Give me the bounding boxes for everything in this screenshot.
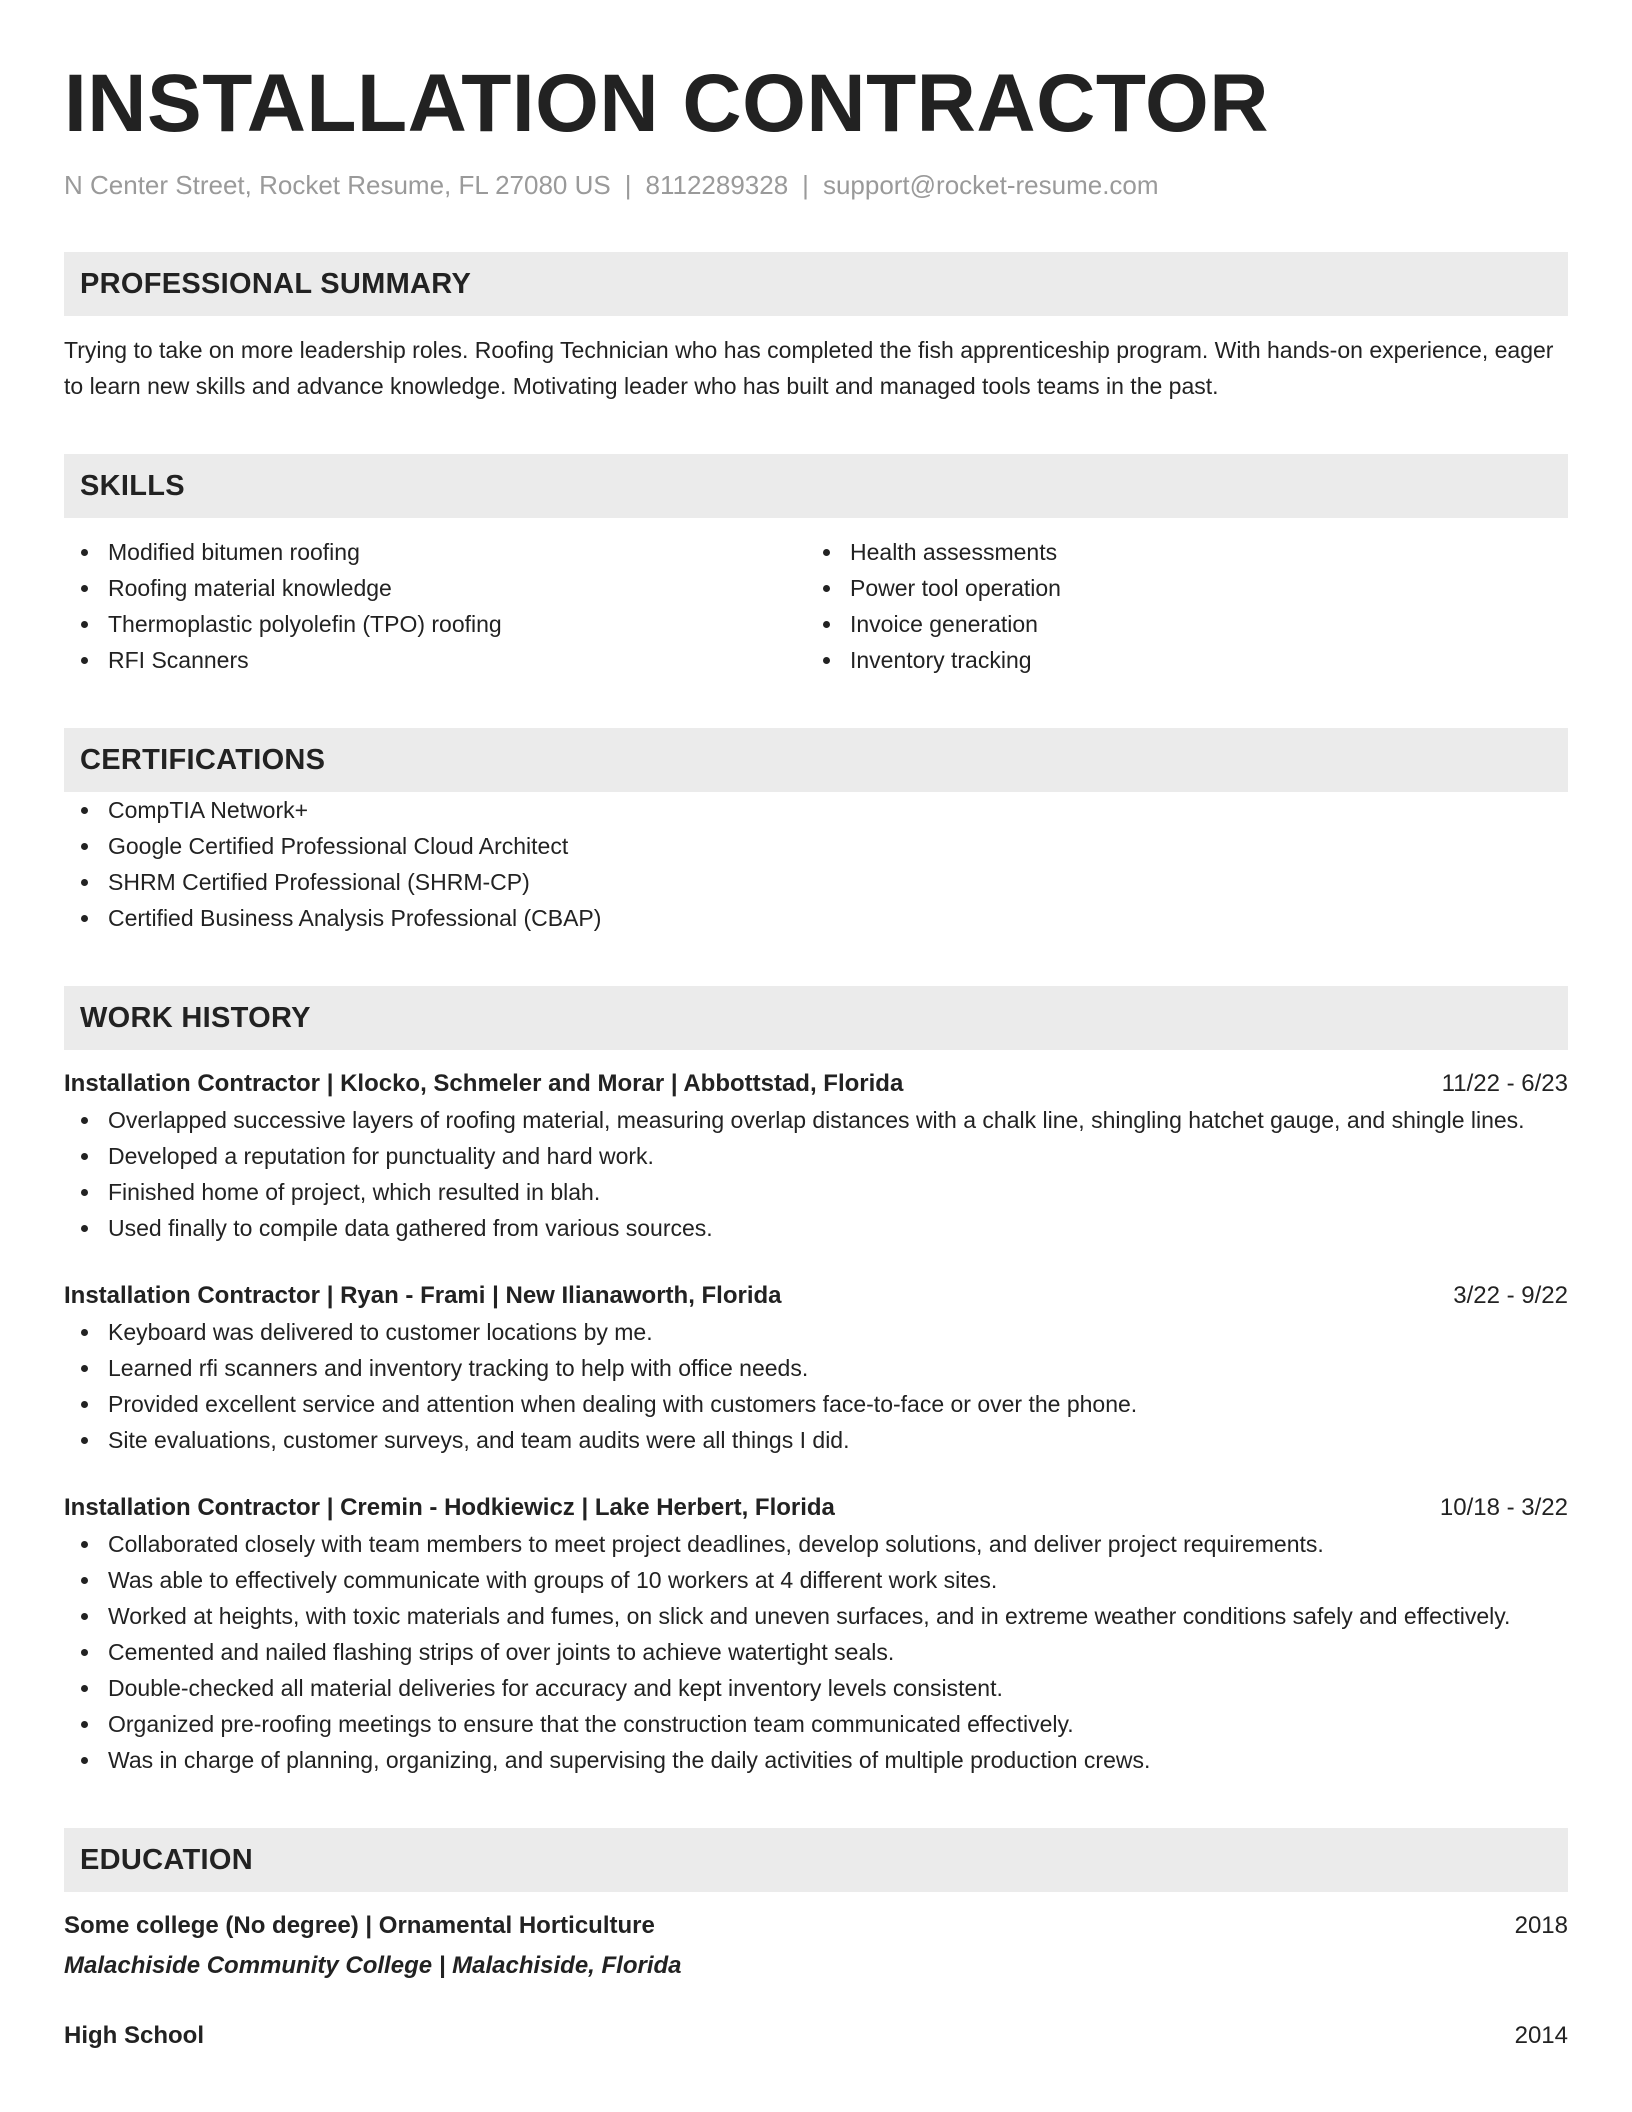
- job-header: [64, 1490, 1568, 1526]
- skill-item: Inventory tracking: [806, 642, 1548, 678]
- job-bullet: Collaborated closely with team members to meet project deadlines, develop solutions, and deliver project requirements.: [64, 1526, 1568, 1562]
- certifications-heading: CERTIFICATIONS: [64, 728, 1568, 792]
- summary-text: Trying to take on more leadership roles. Roofing Technician who has completed the fish apprenticeship program. With hands-on experience, eager to learn new skills and advance knowledge. Motivating leader who has built and managed tools teams in the past.: [64, 337, 1554, 399]
- skill-item: Roofing material knowledge: [64, 570, 806, 606]
- skill-item: Invoice generation: [806, 606, 1548, 642]
- job-bullet: Site evaluations, customer surveys, and team audits were all things I did.: [64, 1422, 1568, 1458]
- education-degree: Some college (No degree) | Ornamental Horticulture: [64, 1912, 655, 1939]
- education-year: 2018: [1514, 1912, 1568, 1939]
- job-title: Installation Contractor | Ryan - Frami | New Ilianaworth, Florida: [64, 1282, 782, 1309]
- education-entry: [64, 1908, 1568, 1984]
- job-entry: [64, 1278, 1568, 1458]
- skill-item: Modified bitumen roofing: [64, 534, 806, 570]
- skill-item: RFI Scanners: [64, 642, 806, 678]
- candidate-name: INSTALLATION CONTRACTOR: [64, 58, 1269, 149]
- education-header: [64, 1908, 1568, 1944]
- education-header: [64, 2018, 1568, 2054]
- job-entry: [64, 1490, 1568, 1778]
- contact-separator: |: [624, 170, 632, 200]
- certification-item: Certified Business Analysis Professional (CBAP): [64, 900, 1568, 936]
- summary-heading: PROFESSIONAL SUMMARY: [64, 252, 1568, 316]
- job-bullet: Double-checked all material deliveries for accuracy and kept inventory levels consistent.: [64, 1670, 1568, 1706]
- job-bullets: [64, 1314, 1568, 1458]
- job-bullet: Overlapped successive layers of roofing material, measuring overlap distances with a chalk line, shingling hatchet gauge, and shingle lines.: [64, 1102, 1568, 1138]
- job-entry: [64, 1066, 1568, 1246]
- job-bullet: Organized pre-roofing meetings to ensure that the construction team communicated effectively.: [64, 1706, 1568, 1742]
- education-year: 2014: [1514, 2022, 1568, 2049]
- job-bullets: [64, 1102, 1568, 1246]
- education-entry: [64, 2018, 1568, 2054]
- certification-item: CompTIA Network+: [64, 792, 1568, 828]
- job-bullet: Was in charge of planning, organizing, and supervising the daily activities of multiple production crews.: [64, 1742, 1568, 1778]
- skills-grid: [64, 534, 1568, 678]
- job-bullet: Learned rfi scanners and inventory tracking to help with office needs.: [64, 1350, 1568, 1386]
- certifications-list: [64, 792, 1568, 936]
- job-bullet: Was able to effectively communicate with groups of 10 workers at 4 different work sites.: [64, 1562, 1568, 1598]
- job-bullet: Used finally to compile data gathered from various sources.: [64, 1210, 1568, 1246]
- skills-heading: SKILLS: [64, 454, 1568, 518]
- job-dates: 3/22 - 9/22: [1453, 1282, 1568, 1309]
- job-header: [64, 1066, 1568, 1102]
- contact-separator: |: [802, 170, 809, 200]
- education-heading: EDUCATION: [64, 1828, 1568, 1892]
- job-bullet: Worked at heights, with toxic materials and fumes, on slick and uneven surfaces, and in extreme weather conditions safely and effectively.: [64, 1598, 1568, 1634]
- job-title: Installation Contractor | Klocko, Schmeler and Morar | Abbottstad, Florida: [64, 1070, 904, 1097]
- certification-item: SHRM Certified Professional (SHRM-CP): [64, 864, 1568, 900]
- skills-left-column: [64, 534, 806, 678]
- certification-item: Google Certified Professional Cloud Architect: [64, 828, 1568, 864]
- skills-right-column: [806, 534, 1548, 678]
- job-title: Installation Contractor | Cremin - Hodkiewicz | Lake Herbert, Florida: [64, 1494, 835, 1521]
- job-bullet: Developed a reputation for punctuality and hard work.: [64, 1138, 1568, 1174]
- contact-phone: 8112289328: [645, 170, 789, 200]
- job-bullet: Cemented and nailed flashing strips of over joints to achieve watertight seals.: [64, 1634, 1568, 1670]
- contact-line: [64, 168, 1568, 202]
- job-bullet: Finished home of project, which resulted in blah.: [64, 1174, 1568, 1210]
- education-degree: High School: [64, 2022, 204, 2049]
- contact-address: N Center Street, Rocket Resume, FL 27080 US: [64, 170, 611, 200]
- skill-item: Power tool operation: [806, 570, 1548, 606]
- job-bullet: Provided excellent service and attention when dealing with customers face-to-face or over the phone.: [64, 1386, 1568, 1422]
- work-history-heading: WORK HISTORY: [64, 986, 1568, 1050]
- job-bullets: [64, 1526, 1568, 1778]
- job-dates: 11/22 - 6/23: [1441, 1070, 1568, 1097]
- job-bullet: Keyboard was delivered to customer locations by me.: [64, 1314, 1568, 1350]
- education-school: Malachiside Community College | Malachiside, Florida: [64, 1952, 682, 1979]
- contact-email: support@rocket-resume.com: [822, 170, 1159, 200]
- job-dates: 10/18 - 3/22: [1439, 1494, 1568, 1521]
- job-header: [64, 1278, 1568, 1314]
- skill-item: Health assessments: [806, 534, 1548, 570]
- skill-item: Thermoplastic polyolefin (TPO) roofing: [64, 606, 806, 642]
